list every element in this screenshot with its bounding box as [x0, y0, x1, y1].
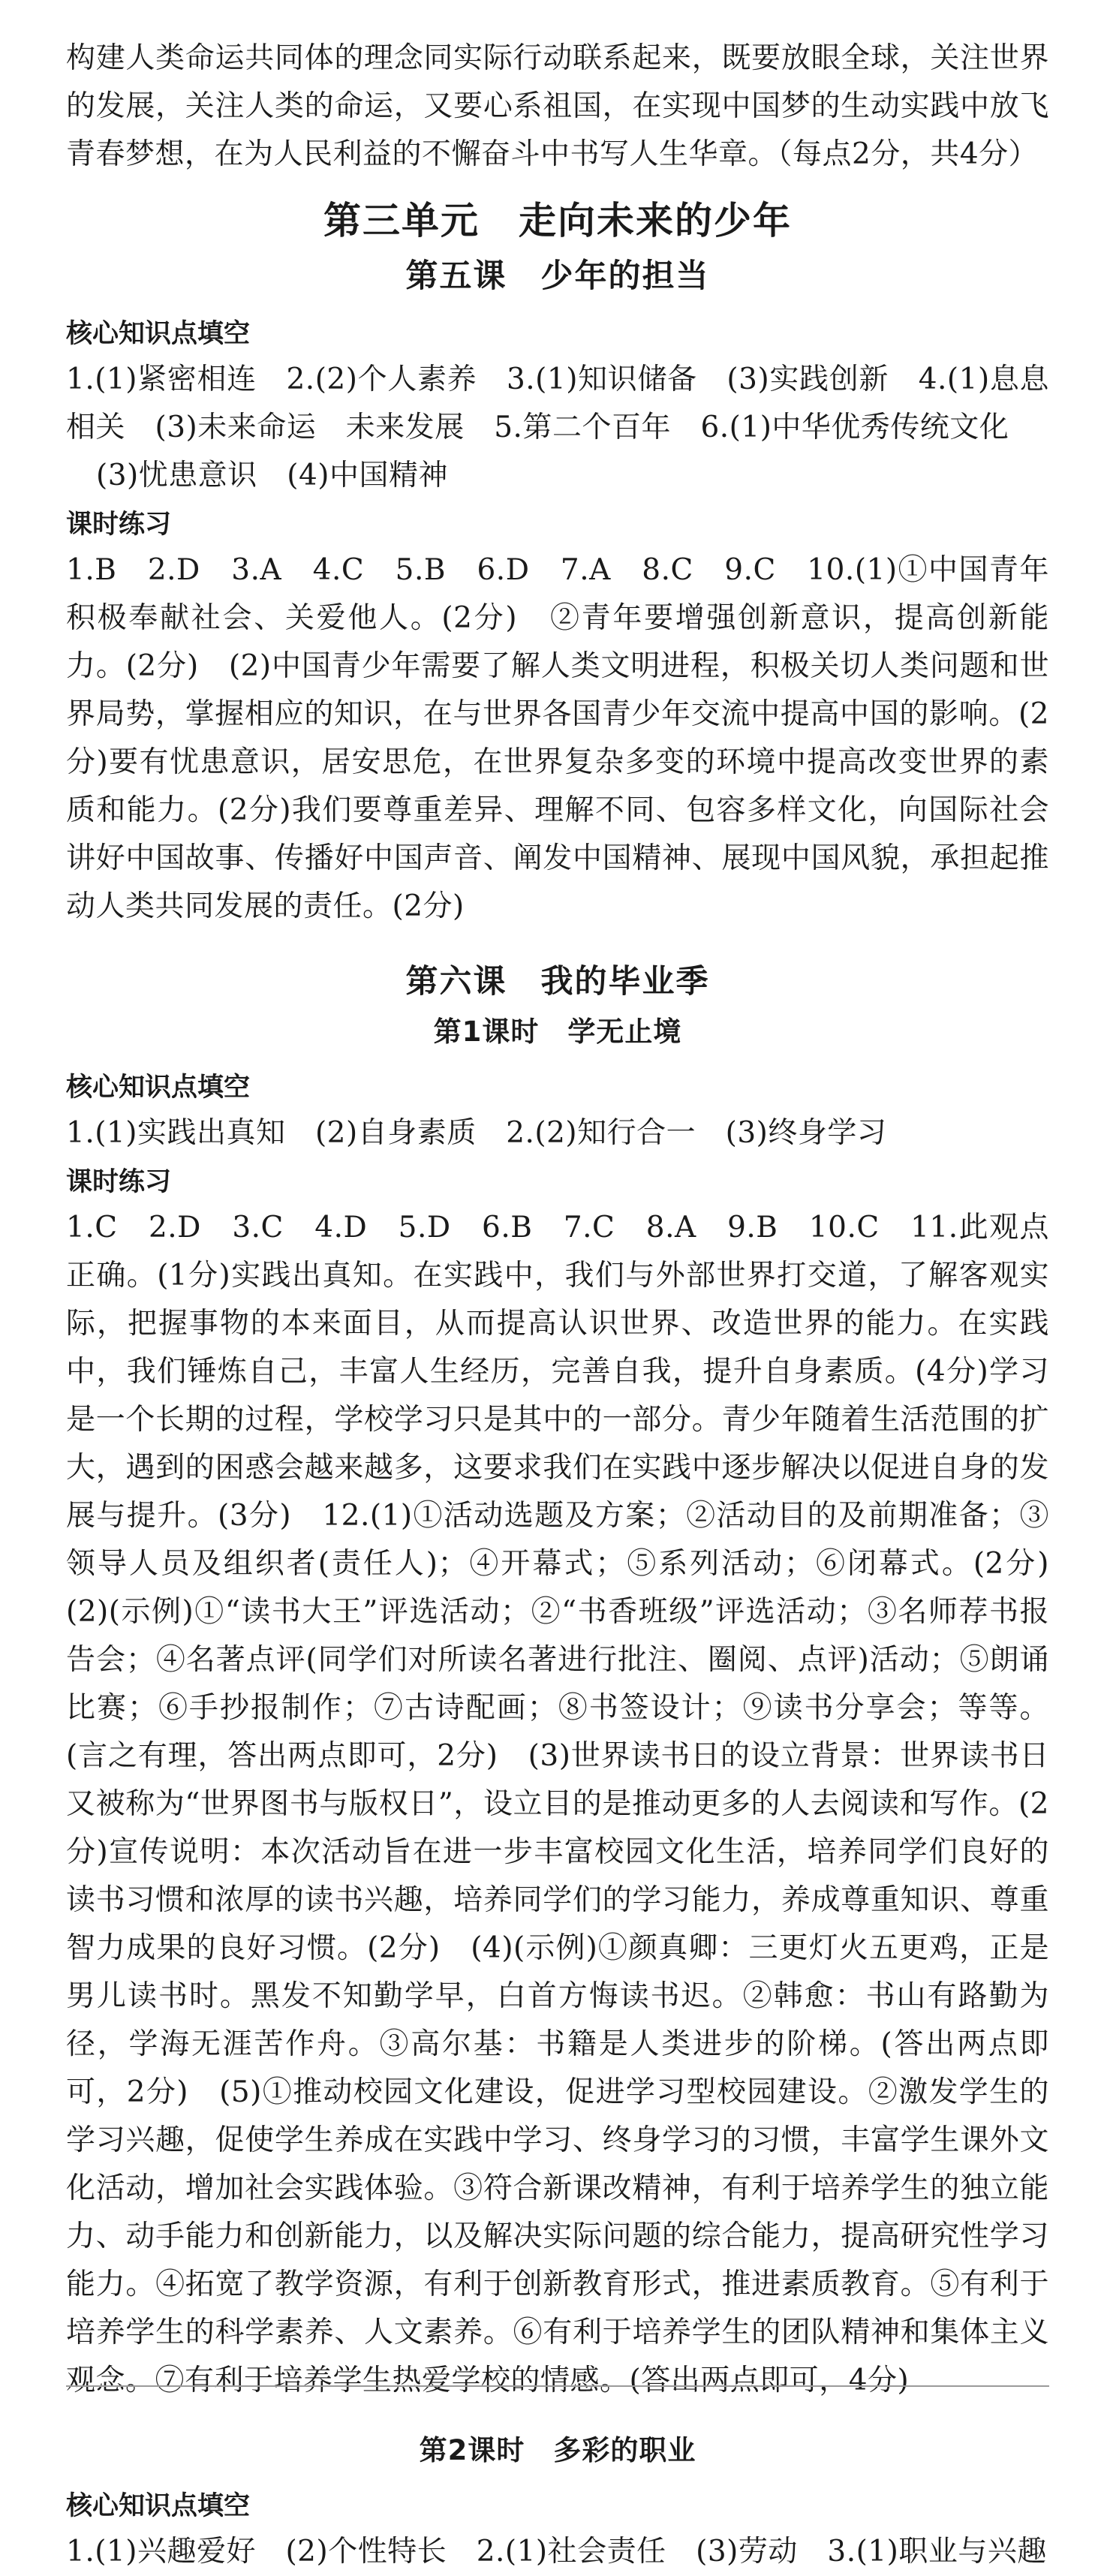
bottom-rule [66, 2385, 1049, 2387]
period1-practice-text: 1.C 2.D 3.C 4.D 5.D 6.B 7.C 8.A 9.B 10.C 11.此观点正确。(1分)实践出真知。在实践中，我们与外部世界打交道，了解客观实际，把握事物的本来面目，从而提高认识世界、改造世界的能力。在实践中，我们锤炼自己，丰富人生经历，完善自我，提升自身素质。(4分)学习是一个长期的过程，学校学习只是其中的一部分。青少年随着生活范围的扩大，遇到的困惑会越来越多，这要求我们在实践中逐步解决以促进自身的发展与提升。(3分) 12.(1)①活动选题及方案；②活动目的及前期准备；③领导人员及组织者(责任人)；④开幕式；⑤系列活动；⑥闭幕式。(2分) (2)(示例)①“读书大王”评选活动；②“书香班级”评选活动；③名师荐书报告会；④名著点评(同学们对所读名著进行批注、圈阅、点评)活动；⑤朗诵比赛；⑥手抄报制作；⑦古诗配画；⑧书签设计；⑨读书分享会；等等。(言之有理，答出两点即可，2分) (3)世界读书日的设立背景：世界读书日又被称为“世界图书与版权日”，设立目的是推动更多的人去阅读和写作。(2分)宣传说明：本次活动旨在进一步丰富校园文化生活，培养同学们良好的读书习惯和浓厚的读书兴趣，培养同学们的学习能力，养成尊重知识、尊重智力成果的良好习惯。(2分) (4)(示例)①颜真卿：三更灯火五更鸡，正是男儿读书时。黑发不知勤学早，白首方悔读书迟。②韩愈：书山有路勤为径，学海无涯苦作舟。③高尔基：书籍是人类进步的阶梯。(答出两点即可，2分) (5)①推动校园文化建设，促进学习型校园建设。②激发学生的学习兴趣，促使学生养成在实践中学习、终身学习的习惯，丰富学生课外文化活动，增加社会实践体验。③符合新课改精神，有利于培养学生的独立能力、动手能力和创新能力，以及解决实际问题的综合能力，提高研究性学习能力。④拓宽了教学资源，有利于创新教育形式，推进素质教育。⑤有利于培养学生的科学素养、人文素养。⑥有利于培养学生的团队精神和集体主义观念。⑦有利于培养学生热爱学校的情感。(答出两点即可，4分) [66, 1211, 1079, 2397]
lesson6-period1-title: 第1课时 学无止境 [433, 1016, 682, 1048]
period2-knowledge-text: 1.(1)兴趣爱好 (2)个性特长 2.(1)社会责任 (3)劳动 3.(1)职业与兴趣 [66, 2535, 1047, 2568]
lesson5-practice-heading: 课时练习 [66, 510, 172, 540]
lesson5-knowledge-heading: 核心知识点填空 [66, 319, 251, 349]
page-content [66, 35, 1079, 2576]
lesson5-knowledge-line2: (3)忧患意识 (4)中国精神 [96, 459, 448, 492]
intro-paragraph: 构建人类命运共同体的理念同实际行动联系起来，既要放眼全球，关注世界的发展，关注人类的命运，又要心系祖国，在实现中国梦的生动实践中放飞青春梦想，在为人民利益的不懈奋斗中书写人生华章。（每点2分，共4分） [66, 41, 1049, 171]
period1-knowledge-text: 1.(1)实践出真知 (2)自身素质 2.(2)知行合一 (3)终身学习 [66, 1116, 887, 1150]
lesson5-knowledge-line1: 1.(1)紧密相连 2.(2)个人素养 3.(1)知识储备 (3)实践创新 4.(1)息息相关 (3)未来命运 未来发展 5.第二个百年 6.(1)中华优秀传统文化 [66, 363, 1049, 444]
unit-title: 第三单元 走向未来的少年 [323, 199, 792, 242]
lesson5-title: 第五课 少年的担当 [405, 257, 710, 295]
period1-knowledge-heading: 核心知识点填空 [66, 1073, 251, 1103]
lesson5-practice-text: 1.B 2.D 3.A 4.C 5.B 6.D 7.A 8.C 9.C 10.(1)①中国青年积极奉献社会、关爱他人。(2分) ②青年要增强创新意识，提高创新能力。(2分) (2)中国青少年需要了解人类文明进程，积极关切人类问题和世界局势，掌握相应的知识，在与世界各国青少年交流中提高中国的影响。(2分)要有忧患意识，居安思危，在世界复杂多变的环境中提高改变世界的素质和能力。(2分)我们要尊重差异、理解不同、包容多样文化，向国际社会讲好中国故事、传播好中国声音、阐发中国精神、展现中国风貌，承担起推动人类共同发展的责任。(2分) [66, 553, 1049, 923]
period2-knowledge-heading: 核心知识点填空 [66, 2491, 251, 2521]
lesson6-period2-title: 第2课时 多彩的职业 [419, 2434, 696, 2466]
lesson6-title: 第六课 我的毕业季 [405, 963, 710, 1001]
period1-practice-heading: 课时练习 [66, 1167, 172, 1197]
